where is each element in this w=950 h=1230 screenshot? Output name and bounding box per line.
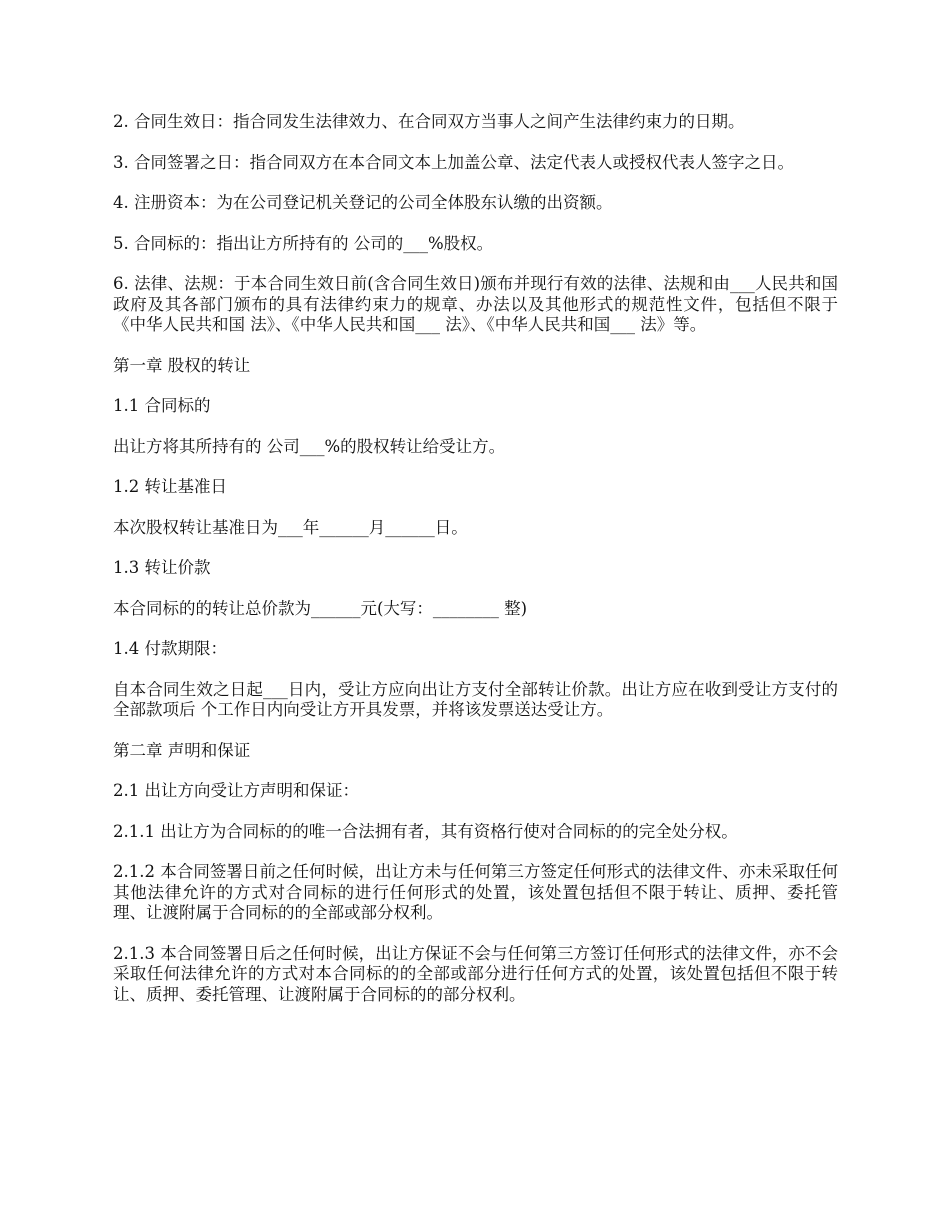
section-1-3-heading: 1.3 转让价款: [113, 558, 211, 577]
section-1-3-text: 本合同标的的转让总价款为______元(大写：________ 整): [113, 598, 528, 618]
section-1-2-text: 本次股权转让基准日为___年______月______日。: [113, 517, 468, 537]
section-1-2-heading: 1.2 转让基准日: [113, 477, 227, 496]
document-body: [113, 112, 838, 1025]
chapter-1-heading: 第一章 股权的转让: [113, 355, 251, 375]
definition-contract-subject: 5. 合同标的：指出让方所持有的 公司的___%股权。: [113, 233, 494, 253]
section-2-1-2-text: 2.1.2 本合同签署日前之任何时候，出让方未与任何第三方签定任何形式的法律文件、亦未采取任何其他法律允许的方式对合同标的进行任何形式的处置，该处置包括但不限于转让、质押、委托管理、让渡附属于合同标的的全部或部分权利。: [113, 862, 838, 922]
section-1-1-text: 出让方将其所持有的 公司___%的股权转让给受让方。: [113, 436, 506, 456]
section-1-4-heading: 1.4 付款期限：: [113, 639, 227, 658]
definition-effective-date: 2. 合同生效日：指合同发生法律效力、在合同双方当事人之间产生法律约束力的日期。: [113, 112, 745, 131]
definition-registered-capital: 4. 注册资本：为在公司登记机关登记的公司全体股东认缴的出资额。: [113, 193, 613, 212]
section-1-1-heading: 1.1 合同标的: [113, 396, 211, 415]
definition-laws-regulations: 6. 法律、法规：于本合同生效日前(含合同生效日)颁布并现行有效的法律、法规和由___人民共和国政府及其各部门颁布的具有法律约束力的规章、办法以及其他形式的规范性文件，包括但不限于《中华人民共和国 法》、《中华人民共和国___ 法》、《中华人民共和国___ 法》等。: [113, 274, 838, 334]
section-1-4-text: 自本合同生效之日起___日内，受让方应向出让方支付全部转让价款。出让方应在收到受让方支付的全部款项后 个工作日内向受让方开具发票，并将该发票送达受让方。: [113, 679, 838, 719]
section-2-1-3-text: 2.1.3 本合同签署日后之任何时候，出让方保证不会与任何第三方签订任何形式的法律文件，亦不会采取任何法律允许的方式对本合同标的的全部或部分进行任何方式的处置，该处置包括但不限于转让、质押、委托管理、让渡附属于合同标的的部分权利。: [113, 943, 838, 1004]
definition-signing-date: 3. 合同签署之日：指合同双方在本合同文本上加盖公章、法定代表人或授权代表人签字之日。: [113, 152, 794, 172]
section-2-1-heading: 2.1 出让方向受让方声明和保证：: [113, 781, 359, 800]
chapter-2-heading: 第二章 声明和保证: [113, 740, 251, 760]
section-2-1-1-text: 2.1.1 出让方为合同标的的唯一合法拥有者，其有资格行使对合同标的的完全处分权。: [113, 821, 738, 841]
